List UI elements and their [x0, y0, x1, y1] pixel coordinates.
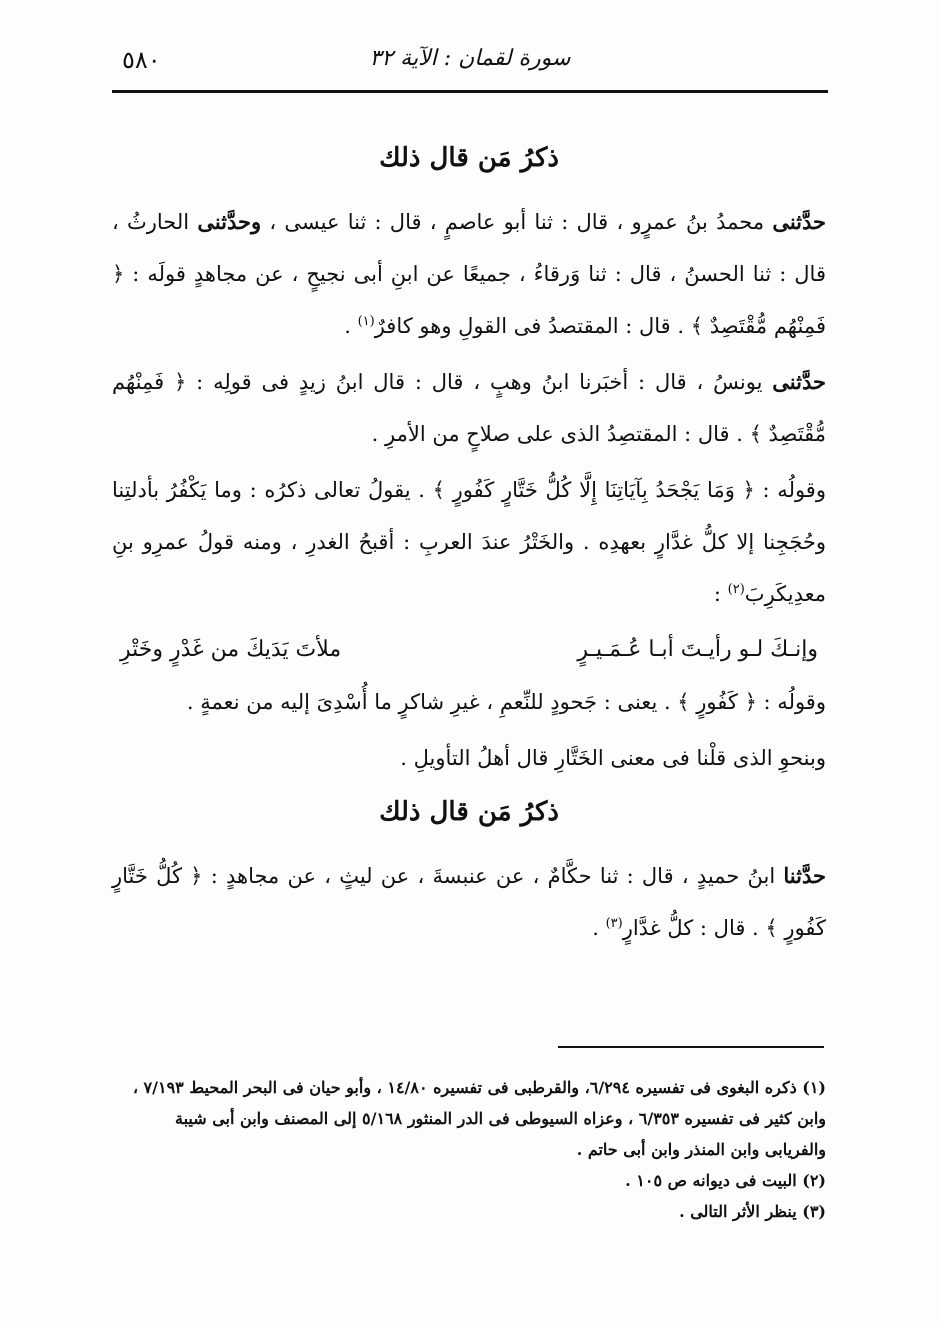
narration-lead: حدَّثنا: [783, 863, 826, 888]
paragraph-text: الحارثُ ، قال : ثنا الحسنُ ، قال : ثنا وَرقاءُ ، جميعًا عن ابنِ أبى نجيحٍ ، عن مجاهدٍ قولَه : ﴿ فَمِنْهُم مُّقْتَصِدٌ ﴾ . قال : المقتصدُ فى القولِ وهو كافرٌ: [112, 210, 826, 338]
section-heading: ذكرُ مَن قال ذلك: [379, 797, 559, 827]
footnote-rule: [558, 1046, 824, 1048]
footnote-marker: (٢): [727, 582, 745, 597]
footnote: (١) ذكره البغوى فى تفسيره ٦/٢٩٤، والقرطبى فى تفسيره ١٤/٨٠ ، وأبو حيان فى البحر المحيط ٧/١٩٣ ، وابن كثير فى تفسيره ٦/٣٥٣ ، وعزاه السيوطى فى الدر المنثور ٥/١٦٨ إلى المصنف وابن أبى شيبة والفريابى وابن المنذر وابن أبى حاتم .: [132, 1078, 826, 1159]
paragraph: وبنحوِ الذى قلْنا فى معنى الخَتَّارِ قال أهلُ التأويلِ .: [400, 746, 826, 770]
narration-lead: وحدَّثنى: [197, 209, 262, 234]
running-title: سورة لقمان : الآية ٣٢: [369, 46, 571, 71]
paragraph: [112, 464, 826, 620]
paragraph-text: وقولُه : ﴿ وَمَا يَجْحَدُ بِآيَاتِنَا إِلَّا كُلُّ خَتَّارٍ كَفُورٍ ﴾ . يقولُ تعالى ذكرُه : وما يَكْفُرُ بأدلتِنا وحُجَجِنا إلا كلُّ غدَّارٍ بعهدِه . والخَتْرُ عندَ العربِ : أقبحُ الغدرِ ، ومنه قولُ عمرِو بنِ معدِيكَرِبَ: [112, 478, 826, 606]
verse-first-hemistich: وإنـكَ لـو رأيـتَ أبـا عُـمَـيـرٍ: [577, 637, 818, 662]
paragraph-text: .: [344, 314, 358, 338]
paragraph: [112, 850, 826, 954]
paragraph-text: يونسُ ، قال : أخبَرنا ابنُ وهبٍ ، قال : قال ابنُ زيدٍ فى قولِه : ﴿ فَمِنْهُم مُّقْتَصِدٌ ﴾ . قال : المقتصِدُ الذى على صلاحٍ من الأمرِ .: [112, 370, 826, 446]
paragraph-text: ابنُ حميدٍ ، قال : ثنا حكَّامٌ ، عن عنبسةَ ، عن ليثٍ ، عن مجاهدٍ : ﴿ كُلُّ خَتَّارٍ كَفُورٍ ﴾ . قال : كلُّ غدَّارٍ: [112, 864, 826, 940]
page-header: [112, 36, 828, 86]
footnote: (٣) ينظر الأثر التالى .: [679, 1202, 826, 1221]
paragraph-text: محمدُ بنُ عمرٍو ، قال : ثنا أبو عاصمٍ ، قال : ثنا عيسى ،: [261, 210, 773, 234]
section-heading: ذكرُ مَن قال ذلك: [379, 143, 559, 173]
page-number: ٥٨٠: [122, 46, 161, 74]
footnote: (٢) البيت فى ديوانه ص ١٠٥ .: [625, 1171, 826, 1190]
paragraph-text: :: [713, 582, 728, 606]
footnote-marker: (١): [357, 314, 375, 329]
narration-lead: حدَّثنى: [772, 209, 827, 234]
narration-lead: حدَّثنى: [772, 369, 826, 394]
header-rule: [112, 90, 828, 93]
poetry-verse: [112, 624, 826, 676]
verse-second-hemistich: ملأتَ يَدَيكَ من غَدْرٍ وخَتْرِ: [120, 637, 342, 662]
main-text: [112, 130, 826, 958]
footnote-marker: (٣): [605, 916, 623, 931]
paragraph: [112, 356, 826, 460]
footnotes: [112, 1072, 826, 1227]
paragraph: [112, 196, 826, 352]
paragraph-text: .: [592, 916, 606, 940]
paragraph: وقولُه : ﴿ كَفُورٍ ﴾ . يعنى : جَحودٍ للنِّعمِ ، غيرِ شاكرٍ ما أُسْدِىَ إليه من نعمةٍ .: [186, 690, 826, 714]
